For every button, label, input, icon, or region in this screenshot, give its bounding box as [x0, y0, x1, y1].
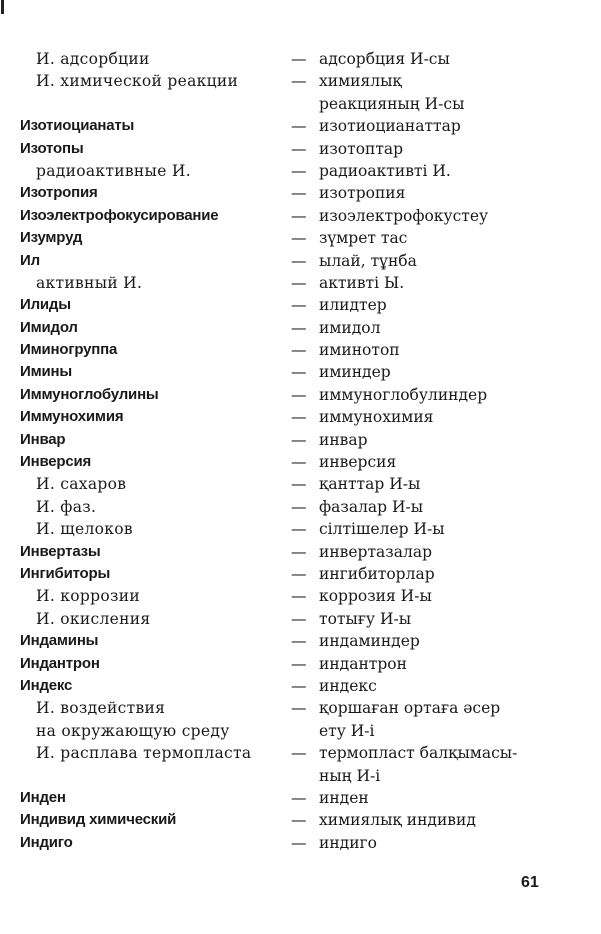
- kazakh-translation: [319, 182, 579, 204]
- entry-headword: [20, 182, 290, 204]
- dictionary-entry: [0, 138, 601, 160]
- entry-dash: —: [291, 497, 307, 516]
- kazakh-term-line: термопласт балқымасы-: [319, 744, 518, 763]
- kazakh-translation: [319, 227, 579, 249]
- entry-dash: —: [291, 117, 307, 136]
- dictionary-entry: [0, 832, 601, 854]
- entry-dash: —: [291, 251, 307, 270]
- dictionary-entry: [0, 160, 601, 182]
- entry-headword: [20, 384, 290, 406]
- kazakh-translation: [319, 697, 579, 742]
- kazakh-translation: [319, 496, 579, 518]
- dictionary-entry: [0, 563, 601, 585]
- kazakh-term-line: изотоптар: [319, 139, 404, 158]
- kazakh-translation: [319, 585, 579, 607]
- entry-subterm: [36, 473, 306, 495]
- russian-term-line: Изотропия: [20, 184, 98, 202]
- entry-subterm: [36, 608, 306, 630]
- entry-dash: —: [291, 475, 307, 494]
- dictionary-entry: [0, 227, 601, 249]
- entry-headword: [20, 205, 290, 227]
- entry-headword: [20, 361, 290, 383]
- entry-dash: —: [291, 72, 307, 91]
- entry-dash: —: [291, 408, 307, 427]
- entry-headword: [20, 317, 290, 339]
- dictionary-entry: [0, 317, 601, 339]
- dictionary-entry: [0, 608, 601, 630]
- kazakh-term-line: индекс: [319, 676, 377, 695]
- kazakh-term-line: инден: [319, 788, 369, 807]
- entry-dash: —: [291, 318, 307, 337]
- kazakh-term-line: зүмрет тас: [319, 229, 408, 248]
- kazakh-term-line: инверсия: [319, 453, 397, 472]
- entry-headword: [20, 227, 290, 249]
- dictionary-entry: [0, 406, 601, 428]
- dictionary-entry: [0, 115, 601, 137]
- entry-headword: [20, 832, 290, 854]
- entry-headword: [20, 451, 290, 473]
- entry-headword: [20, 429, 290, 451]
- kazakh-translation: [319, 339, 579, 361]
- dictionary-entry: [0, 294, 601, 316]
- russian-term-line: Инвертазы: [20, 542, 101, 560]
- kazakh-term-line: ылай, тұнба: [319, 251, 417, 270]
- kazakh-translation: [319, 205, 579, 227]
- entry-dash: —: [291, 520, 307, 539]
- kazakh-term-line: индиго: [319, 833, 377, 852]
- dictionary-entry: [0, 339, 601, 361]
- kazakh-term-line: фазалар И-ы: [319, 497, 424, 516]
- russian-term-line: Инден: [20, 788, 66, 806]
- russian-term-line: Изотиоцианаты: [20, 117, 135, 135]
- russian-term-line: Имидол: [20, 318, 78, 336]
- entry-dash: —: [291, 587, 307, 606]
- entry-headword: [20, 809, 290, 831]
- russian-term-line: радиоактивные И.: [36, 161, 191, 180]
- kazakh-term-line: изотиоцианаттар: [319, 117, 461, 136]
- entry-headword: [20, 541, 290, 563]
- kazakh-term-line: қоршаған ортаға әсер: [319, 699, 501, 718]
- dictionary-entry: [0, 473, 601, 495]
- entry-headword: [20, 250, 290, 272]
- russian-term-line: Иммунохимия: [20, 408, 124, 426]
- kazakh-translation: [319, 541, 579, 563]
- kazakh-term-line: иминотоп: [319, 341, 400, 360]
- entry-dash: —: [291, 609, 307, 628]
- entry-subterm: [36, 272, 306, 294]
- dictionary-entry: [0, 384, 601, 406]
- kazakh-term-line: ету И-і: [319, 721, 375, 740]
- russian-term-line: активный И.: [36, 273, 143, 292]
- kazakh-term-line: тотығу И-ы: [319, 609, 412, 628]
- kazakh-term-line: инвар: [319, 430, 368, 449]
- russian-term-line: Ингибиторы: [20, 565, 111, 582]
- russian-term-line: Инверсия: [20, 453, 92, 471]
- entry-dash: —: [291, 654, 307, 673]
- russian-term-line: И. адсорбции: [36, 50, 150, 68]
- kazakh-term-line: активті Ы.: [319, 273, 405, 292]
- entry-subterm: [36, 697, 306, 742]
- dictionary-entry: [0, 451, 601, 473]
- kazakh-translation: [319, 70, 579, 115]
- entry-headword: [20, 115, 290, 137]
- kazakh-term-line: ингибиторлар: [319, 565, 435, 583]
- kazakh-translation: [319, 406, 579, 428]
- russian-term-line: на окружающую среду: [36, 721, 230, 740]
- entry-dash: —: [291, 744, 307, 763]
- kazakh-translation: [319, 115, 579, 137]
- kazakh-translation: [319, 563, 579, 585]
- dictionary-entry: [0, 585, 601, 607]
- kazakh-translation: [319, 787, 579, 809]
- page-edge-mark: [1, 0, 4, 14]
- dictionary-entry: [0, 250, 601, 272]
- entry-dash: —: [291, 676, 307, 695]
- kazakh-term-line: иммуноглобулиндер: [319, 385, 488, 404]
- dictionary-entry: [0, 675, 601, 697]
- entry-dash: —: [291, 229, 307, 248]
- russian-term-line: И. химической реакции: [36, 72, 239, 91]
- kazakh-term-line: ның И-і: [319, 766, 381, 785]
- kazakh-term-line: илидтер: [319, 296, 387, 315]
- russian-term-line: Индамины: [20, 632, 99, 650]
- entry-headword: [20, 406, 290, 428]
- kazakh-translation: [319, 742, 579, 787]
- dictionary-entry: [0, 205, 601, 227]
- russian-term-line: Индантрон: [20, 654, 100, 672]
- russian-term-line: Изотопы: [20, 139, 84, 157]
- entry-dash: —: [291, 430, 307, 449]
- entry-headword: [20, 675, 290, 697]
- russian-term-line: И. сахаров: [36, 475, 127, 494]
- kazakh-translation: [319, 361, 579, 383]
- kazakh-translation: [319, 608, 579, 630]
- entry-headword: [20, 339, 290, 361]
- entry-dash: —: [291, 296, 307, 315]
- russian-term-line: И. фаз.: [36, 497, 97, 516]
- dictionary-entry: [0, 48, 601, 70]
- russian-term-line: Изумруд: [20, 229, 83, 247]
- russian-term-line: Изоэлектрофокусирование: [20, 206, 219, 224]
- russian-term-line: Ил: [20, 251, 40, 269]
- entry-subterm: [36, 496, 306, 518]
- kazakh-translation: [319, 518, 579, 540]
- entry-dash: —: [291, 184, 307, 203]
- dictionary-entry: [0, 496, 601, 518]
- entry-dash: —: [291, 833, 307, 852]
- russian-term-line: И. окисления: [36, 609, 151, 628]
- kazakh-translation: [319, 250, 579, 272]
- kazakh-translation: [319, 138, 579, 160]
- kazakh-translation: [319, 384, 579, 406]
- dictionary-entry: [0, 697, 601, 742]
- russian-term-line: Илиды: [20, 296, 71, 314]
- kazakh-term-line: иминдер: [319, 363, 391, 382]
- entry-dash: —: [291, 341, 307, 360]
- kazakh-translation: [319, 48, 579, 70]
- entry-dash: —: [291, 50, 307, 68]
- entry-dash: —: [291, 811, 307, 830]
- entry-headword: [20, 630, 290, 652]
- russian-term-line: Индивид химический: [20, 811, 177, 829]
- kazakh-term-line: изоэлектрофокустеу: [319, 206, 489, 225]
- russian-term-line: Индиго: [20, 833, 73, 851]
- dictionary-entry: [0, 653, 601, 675]
- kazakh-term-line: адсорбция И-сы: [319, 50, 450, 68]
- dictionary-entry: [0, 518, 601, 540]
- page-number: 61: [521, 874, 539, 891]
- entry-subterm: [36, 160, 306, 182]
- kazakh-term-line: изотропия: [319, 184, 406, 203]
- kazakh-term-line: имидол: [319, 318, 381, 337]
- kazakh-term-line: сілтішелер И-ы: [319, 520, 445, 539]
- entry-subterm: [36, 48, 306, 70]
- dictionary-entry: [0, 361, 601, 383]
- entry-headword: [20, 138, 290, 160]
- entry-dash: —: [291, 206, 307, 225]
- kazakh-translation: [319, 630, 579, 652]
- kazakh-term-line: иммунохимия: [319, 408, 434, 427]
- kazakh-translation: [319, 160, 579, 182]
- entry-headword: [20, 787, 290, 809]
- entry-dash: —: [291, 363, 307, 382]
- entry-dash: —: [291, 161, 307, 180]
- kazakh-term-line: коррозия И-ы: [319, 587, 432, 606]
- kazakh-translation: [319, 451, 579, 473]
- entry-list: [0, 48, 601, 854]
- dictionary-entry: [0, 742, 601, 787]
- kazakh-term-line: индаминдер: [319, 632, 420, 651]
- entry-dash: —: [291, 453, 307, 472]
- kazakh-term-line: радиоактивті И.: [319, 161, 451, 180]
- kazakh-translation: [319, 675, 579, 697]
- russian-term-line: И. расплава термопласта: [36, 744, 252, 763]
- kazakh-translation: [319, 294, 579, 316]
- kazakh-translation: [319, 832, 579, 854]
- entry-dash: —: [291, 699, 307, 718]
- entry-subterm: [36, 518, 306, 540]
- entry-dash: —: [291, 565, 307, 583]
- russian-term-line: И. воздействия: [36, 699, 166, 718]
- entry-dash: —: [291, 385, 307, 404]
- kazakh-term-line: индантрон: [319, 654, 407, 673]
- russian-term-line: И. щелоков: [36, 520, 133, 539]
- entry-dash: —: [291, 632, 307, 651]
- entry-dash: —: [291, 542, 307, 561]
- dictionary-entry: [0, 429, 601, 451]
- dictionary-entry: [0, 787, 601, 809]
- kazakh-term-line: қанттар И-ы: [319, 475, 421, 494]
- entry-headword: [20, 653, 290, 675]
- russian-term-line: Индекс: [20, 676, 73, 694]
- dictionary-entry: [0, 182, 601, 204]
- russian-term-line: Иминогруппа: [20, 341, 118, 359]
- dictionary-entry: [0, 70, 601, 115]
- kazakh-term-line: инвертазалар: [319, 542, 433, 561]
- kazakh-translation: [319, 272, 579, 294]
- kazakh-translation: [319, 317, 579, 339]
- dictionary-entry: [0, 809, 601, 831]
- entry-headword: [20, 294, 290, 316]
- entry-subterm: [36, 742, 306, 764]
- russian-term-line: Иммуноглобулины: [20, 385, 159, 403]
- dictionary-entry: [0, 630, 601, 652]
- dictionary-entry: [0, 541, 601, 563]
- kazakh-term-line: химиялық: [319, 72, 402, 91]
- entry-headword: [20, 563, 290, 585]
- russian-term-line: И. коррозии: [36, 587, 140, 606]
- russian-term-line: Имины: [20, 363, 72, 381]
- entry-subterm: [36, 70, 306, 92]
- russian-term-line: Инвар: [20, 430, 66, 448]
- dictionary-entry: [0, 272, 601, 294]
- entry-dash: —: [291, 139, 307, 158]
- kazakh-term-line: реакцияның И-сы: [319, 94, 465, 113]
- entry-subterm: [36, 585, 306, 607]
- kazakh-translation: [319, 429, 579, 451]
- entry-dash: —: [291, 273, 307, 292]
- entry-dash: —: [291, 788, 307, 807]
- kazakh-translation: [319, 653, 579, 675]
- kazakh-term-line: химиялық индивид: [319, 811, 476, 830]
- kazakh-translation: [319, 809, 579, 831]
- kazakh-translation: [319, 473, 579, 495]
